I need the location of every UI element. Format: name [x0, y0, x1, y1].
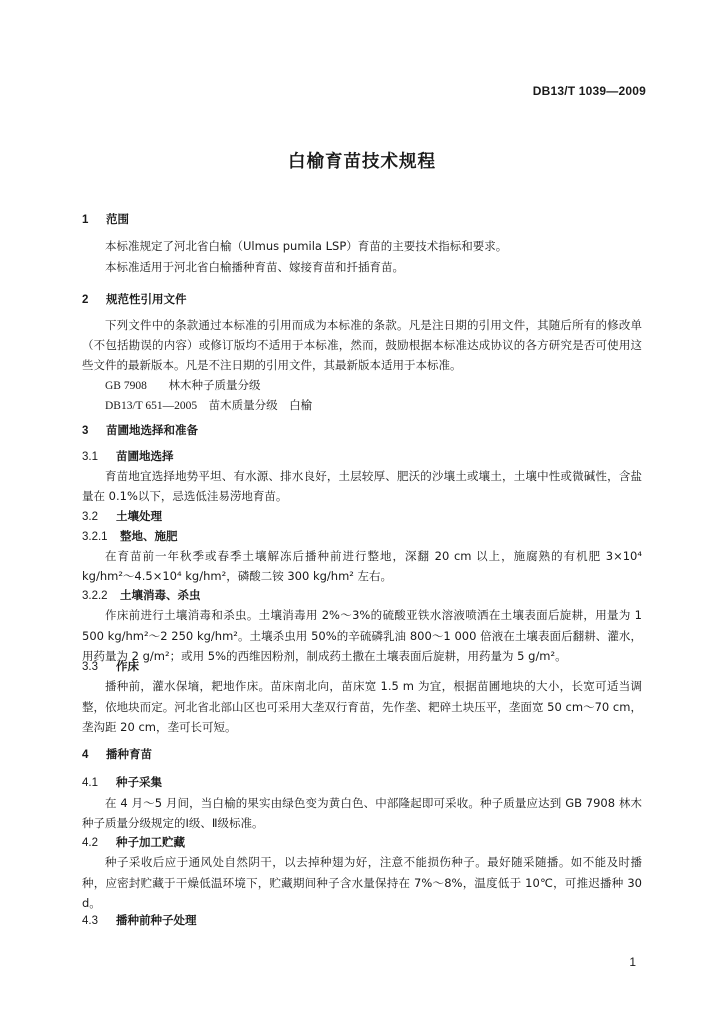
paragraph: 本标准适用于河北省白榆播种育苗、嫁接育苗和扦插育苗。 [105, 260, 404, 274]
subsection-4-1-heading [82, 772, 162, 793]
page-number: 1 [629, 955, 636, 969]
subsection-title: 土壤消毒、杀虫 [120, 588, 201, 602]
subsection-3-1-heading [82, 446, 174, 467]
paragraph: 在 4 月～5 月间，当白榆的果实由绿色变为黄白色、中部隆起即可采收。种子质量应达到 GB 7908 林木种子质量分级规定的Ⅰ级、Ⅱ级标准。 [82, 796, 642, 830]
section-title: 范围 [106, 212, 129, 226]
reference-title: 苗木质量分级 白榆 [208, 398, 313, 412]
subsection-title: 播种前种子处理 [116, 913, 197, 927]
subsection-3-3-heading [82, 656, 139, 677]
section-4-heading [82, 744, 152, 765]
subsection-number: 3.3 [82, 661, 98, 673]
section-number: 3 [82, 425, 89, 437]
subsection-title: 种子采集 [116, 775, 162, 789]
reference-item [105, 375, 261, 396]
paragraph: 作床前进行土壤消毒和杀虫。土壤消毒用 2%～3%的硫酸亚铁水溶液喷洒在土壤表面后旋耕，用量为 1 500 kg/hm²～2 250 kg/hm²。土壤杀虫用 50%的辛硫磷乳油 800～1 000 倍液在土壤表面后翻耕、灌水，用药量为 2 g/m²；或用 5%的西维因粉剂，制成药土撒在土壤表面后旋耕，用药量为 5 g/m²。 [82, 608, 642, 663]
reference-title: 林木种子质量分级 [168, 378, 261, 392]
section-title: 苗圃地选择和准备 [106, 423, 198, 437]
paragraph: 种子采收后应于通风处自然阴干，以去掉种翅为好，注意不能损伤种子。最好随采随播。如不能及时播种，应密封贮藏于干燥低温环境下，贮藏期间种子含水量保持在 7%～8%，温度低于 10℃，可推迟播种 30 d。 [82, 855, 642, 910]
subsection-4-3-heading [82, 910, 197, 931]
subsection-title: 整地、施肥 [120, 529, 178, 543]
section-number: 4 [82, 749, 89, 761]
subsection-number: 4.1 [82, 777, 98, 789]
subsection-3-2-1-heading [82, 526, 178, 547]
paragraph: 在育苗前一年秋季或春季土壤解冻后播种前进行整地，深翻 20 cm 以上，施腐熟的有机肥 3×10⁴ kg/hm²～4.5×10⁴ kg/hm²，磷酸二铵 300 kg/hm² 左右。 [82, 549, 642, 583]
standard-code: DB13/T 1039—2009 [532, 84, 646, 98]
subsection-number: 3.2 [82, 511, 98, 523]
subsection-number: 4.2 [82, 837, 98, 849]
reference-code: GB 7908 [105, 380, 147, 392]
subsection-number: 3.1 [82, 451, 98, 463]
section-2-heading [82, 289, 187, 310]
subsection-title: 作床 [116, 659, 139, 673]
subsection-3-2-heading [82, 506, 162, 527]
paragraph: 育苗地宜选择地势平坦、有水源、排水良好，土层较厚、肥沃的沙壤土或壤土，土壤中性或微碱性，含盐量在 0.1%以下，忌选低洼易涝地育苗。 [82, 469, 642, 503]
section-3-heading [82, 420, 198, 441]
subsection-number: 4.3 [82, 915, 98, 927]
reference-code: DB13/T 651—2005 [105, 400, 198, 412]
subsection-3-2-2-heading [82, 585, 201, 606]
section-title: 播种育苗 [106, 747, 152, 761]
paragraph: 本标准规定了河北省白榆（Ulmus pumila LSP）育苗的主要技术指标和要求。 [105, 239, 508, 253]
section-title: 规范性引用文件 [106, 292, 187, 306]
subsection-title: 种子加工贮藏 [116, 835, 185, 849]
section-number: 1 [82, 214, 89, 226]
subsection-number: 3.2.1 [82, 531, 108, 543]
paragraph: 播种前，灌水保墒，耙地作床。苗床南北向，苗床宽 1.5 m 为宜，根据苗圃地块的大小，长宽可适当调整，依地块而定。河北省北部山区也可采用大垄双行育苗，先作垄、耙碎土块压平，垄面宽 50 cm～70 cm，垄沟距 20 cm，垄可长可短。 [82, 679, 642, 734]
subsection-number: 3.2.2 [82, 590, 108, 602]
reference-item [105, 395, 312, 416]
section-number: 2 [82, 294, 89, 306]
subsection-title: 苗圃地选择 [116, 449, 174, 463]
paragraph: 下列文件中的条款通过本标准的引用而成为本标准的条款。凡是注日期的引用文件，其随后所有的修改单（不包括勘误的内容）或修订版均不适用于本标准，然而，鼓励根据本标准达成协议的各方研究是否可使用这些文件的最新版本。凡是不注日期的引用文件，其最新版本适用于本标准。 [82, 318, 642, 372]
subsection-title: 土壤处理 [116, 509, 162, 523]
section-1-heading [82, 209, 129, 230]
subsection-4-2-heading [82, 832, 185, 853]
document-title: 白榆育苗技术规程 [288, 152, 436, 172]
